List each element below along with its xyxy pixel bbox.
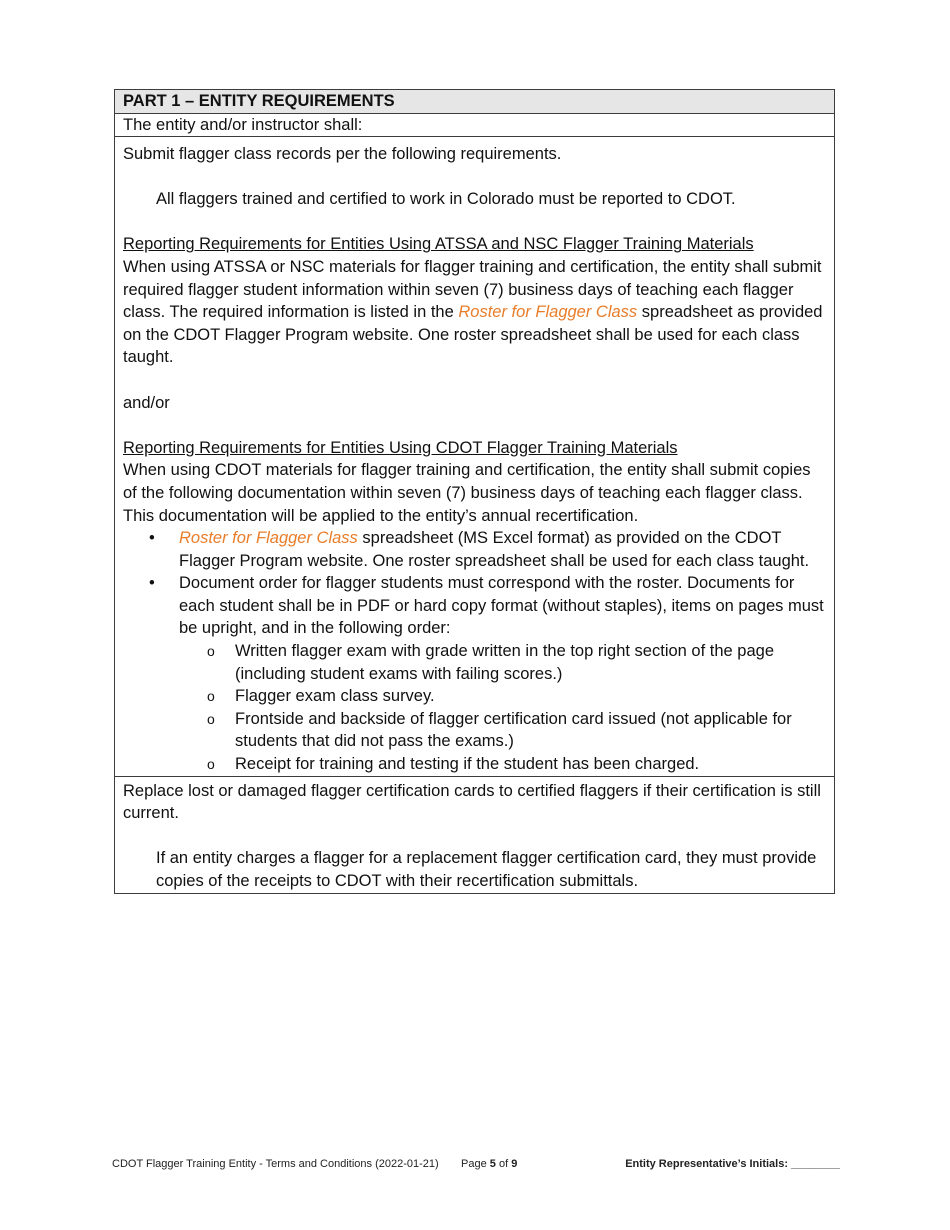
list-item: o Flagger exam class survey. — [235, 685, 826, 708]
replacement-note: If an entity charges a flagger for a replacement flagger certification card, they must provide copies of the receipts to CDOT with their recertification submittals. — [156, 849, 817, 890]
requirement-records-note: All flaggers trained and certified to work in Colorado must be reported to CDOT. — [156, 190, 736, 209]
section-subtitle: The entity and/or instructor shall: — [123, 116, 363, 134]
section-title: PART 1 – ENTITY REQUIREMENTS — [123, 92, 395, 110]
roster-link[interactable]: Roster for Flagger Class — [458, 303, 638, 322]
and-or-text: and/or — [123, 393, 170, 412]
cdot-heading: Reporting Requirements for Entities Using CDOT Flagger Training Materials — [123, 438, 678, 457]
footer-initials: Entity Representative’s Initials: ________ — [625, 1158, 840, 1170]
document-order-list — [179, 640, 826, 776]
cdot-documentation-list — [123, 527, 826, 776]
list-item: • Roster for Flagger Class spreadsheet (MS Excel format) as provided on the CDOT Flagger Program website. One roster spreadsheet shall be used for each class taught. — [179, 527, 826, 572]
requirement-records — [115, 136, 834, 776]
roster-link[interactable]: Roster for Flagger Class — [179, 529, 358, 548]
atssa-paragraph: When using ATSSA or NSC materials for flagger training and certification, the entity shall submit required flagger student information within seven (7) business days of teaching each flagger class. The required information is listed in the Roster for Flagger Class spreadsheet as provided on the CDOT Flagger Program website. One roster spreadsheet shall be used for each class taught. — [123, 257, 823, 367]
requirement-records-intro: Submit flagger class records per the following requirements. — [123, 145, 562, 163]
requirements-table — [114, 89, 835, 894]
section-subtitle-row — [115, 113, 834, 136]
list-item: o Written flagger exam with grade written in the top right section of the page (including student exams with failing scores.) — [235, 640, 826, 685]
list-item: • Document order for flagger students must correspond with the roster. Documents for each student shall be in PDF or hard copy format (without staples), items on pages must be upright, and in the following order: o Written flagger exam with grade written in the top right section of the page (including student exams with failing scores.) o Flagger exam class survey. o Frontside and backside of flagger certification card issued (not applicable for students that did not pass the exams.) o Receipt for training and testing if the student has been charged. — [179, 572, 826, 775]
footer-page-number: Page 5 of 9 — [461, 1158, 518, 1170]
footer-doc-title: CDOT Flagger Training Entity - Terms and Conditions (2022-01-21) — [112, 1158, 439, 1170]
atssa-heading: Reporting Requirements for Entities Using ATSSA and NSC Flagger Training Materials — [123, 235, 754, 254]
cdot-paragraph: When using CDOT materials for flagger training and certification, the entity shall submit copies of the following documentation within seven (7) business days of teaching each flagger class. This documentation will be applied to the entity’s annual recertification. — [123, 461, 811, 525]
section-title-row — [115, 90, 834, 113]
requirement-replacement — [115, 776, 834, 893]
list-item: o Frontside and backside of flagger certification card issued (not applicable for students that did not pass the exams.) — [235, 708, 826, 753]
list-item: o Receipt for training and testing if the student has been charged. — [235, 753, 826, 776]
page-footer — [112, 1158, 840, 1174]
replacement-text: Replace lost or damaged flagger certification cards to certified flaggers if their certification is still current. — [123, 781, 821, 823]
